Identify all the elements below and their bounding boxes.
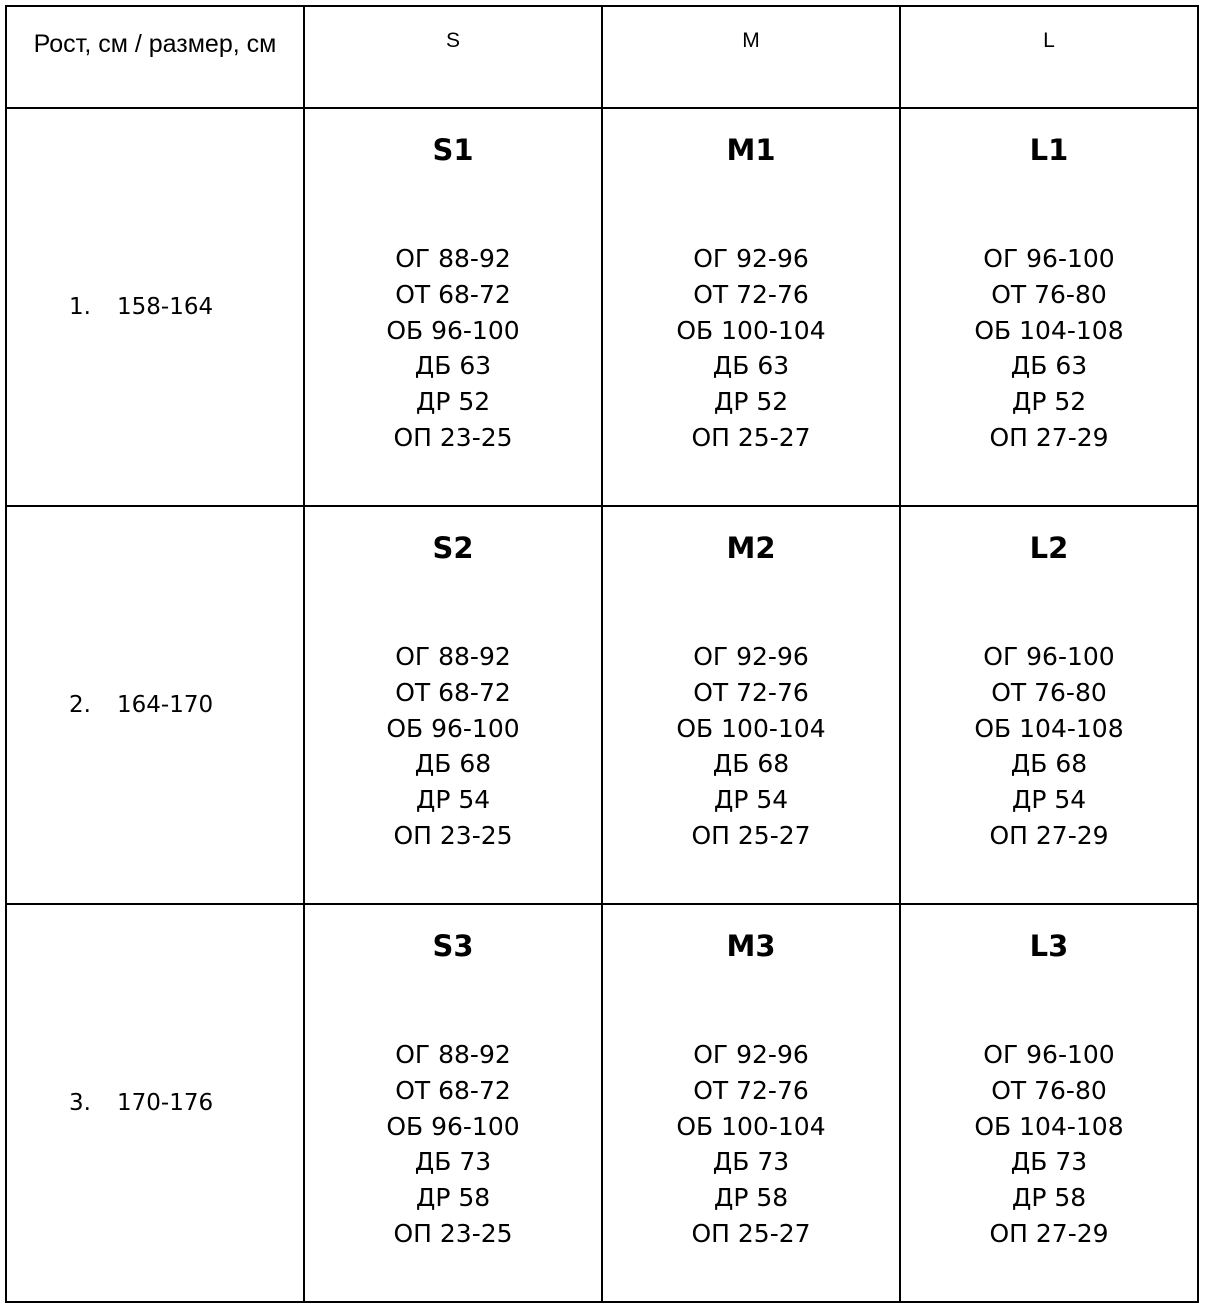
measure-waist: ОТ 68-72 — [395, 279, 511, 309]
measure-chest: ОГ 96-100 — [983, 642, 1115, 671]
measure-length: ДБ 73 — [414, 1147, 492, 1177]
measure-shoulder: ОП 23-25 — [393, 422, 513, 452]
table-row — [6, 904, 1198, 1302]
measure-hips: ОБ 100-104 — [676, 713, 826, 743]
height-range: 158-164 — [117, 294, 214, 320]
measure-shoulder: ОП 27-29 — [989, 820, 1109, 850]
size-cell — [900, 904, 1198, 1302]
measure-sleeve: ДР 58 — [415, 1183, 491, 1213]
measure-sleeve: ДР 58 — [713, 1183, 789, 1213]
measure-sleeve: ДР 54 — [1011, 785, 1087, 815]
measurements — [901, 639, 1197, 854]
measurements — [603, 639, 899, 854]
measurements — [603, 1037, 899, 1252]
measurements — [603, 241, 899, 456]
header-row — [6, 6, 1198, 108]
size-code: L1 — [1029, 133, 1069, 167]
measure-length: ДБ 68 — [414, 749, 492, 779]
size-code: L3 — [1029, 929, 1069, 963]
size-code: S3 — [432, 929, 474, 963]
measure-shoulder: ОП 27-29 — [989, 422, 1109, 452]
measure-shoulder: ОП 27-29 — [989, 1218, 1109, 1248]
measure-length: ДБ 73 — [1010, 1147, 1088, 1177]
measure-length: ДБ 63 — [1010, 351, 1088, 381]
size-code: L2 — [1029, 531, 1069, 565]
measure-chest: ОГ 96-100 — [983, 1040, 1115, 1069]
measure-length: ДБ 68 — [712, 749, 790, 779]
measure-waist: ОТ 68-72 — [395, 1075, 511, 1105]
size-chart-table — [5, 5, 1199, 1303]
measure-sleeve: ДР 54 — [713, 785, 789, 815]
measure-chest: ОГ 88-92 — [395, 642, 511, 671]
size-cell — [602, 108, 900, 506]
size-code: M1 — [726, 133, 776, 167]
measure-waist: ОТ 72-76 — [693, 1075, 809, 1105]
size-code: M2 — [726, 531, 776, 565]
size-code: S1 — [432, 133, 474, 167]
measure-sleeve: ДР 52 — [713, 387, 789, 417]
height-range: 164-170 — [117, 692, 214, 718]
measure-chest: ОГ 88-92 — [395, 1040, 511, 1069]
measure-chest: ОГ 96-100 — [983, 244, 1115, 273]
measure-hips: ОБ 96-100 — [386, 713, 520, 743]
measure-length: ДБ 63 — [712, 351, 790, 381]
measure-sleeve: ДР 54 — [415, 785, 491, 815]
measure-shoulder: ОП 25-27 — [691, 820, 811, 850]
measure-hips: ОБ 96-100 — [386, 1111, 520, 1141]
size-cell — [304, 506, 602, 904]
measure-chest: ОГ 92-96 — [693, 244, 809, 273]
size-code: M3 — [726, 929, 776, 963]
height-range-cell — [6, 904, 304, 1302]
measure-chest: ОГ 88-92 — [395, 244, 511, 273]
measure-waist: ОТ 68-72 — [395, 677, 511, 707]
size-code: S2 — [432, 531, 474, 565]
size-cell — [900, 108, 1198, 506]
measure-sleeve: ДР 52 — [415, 387, 491, 417]
height-range: 170-176 — [117, 1090, 214, 1116]
measurements — [305, 1037, 601, 1252]
measurements — [901, 1037, 1197, 1252]
row-number: 3. — [69, 1090, 91, 1116]
row-number: 1. — [69, 294, 91, 320]
measure-length: ДБ 68 — [1010, 749, 1088, 779]
measure-shoulder: ОП 23-25 — [393, 820, 513, 850]
measure-hips: ОБ 104-108 — [974, 713, 1124, 743]
table-row — [6, 108, 1198, 506]
measure-waist: ОТ 72-76 — [693, 677, 809, 707]
header-size-l: L — [900, 6, 1198, 108]
size-cell — [304, 904, 602, 1302]
size-cell — [602, 506, 900, 904]
measurements — [305, 241, 601, 456]
measure-chest: ОГ 92-96 — [693, 1040, 809, 1069]
row-number: 2. — [69, 692, 91, 718]
measure-sleeve: ДР 58 — [1011, 1183, 1087, 1213]
measure-hips: ОБ 104-108 — [974, 1111, 1124, 1141]
size-cell — [900, 506, 1198, 904]
measure-chest: ОГ 92-96 — [693, 642, 809, 671]
measure-shoulder: ОП 25-27 — [691, 1218, 811, 1248]
measure-shoulder: ОП 23-25 — [393, 1218, 513, 1248]
measurements — [305, 639, 601, 854]
header-size-s: S — [304, 6, 602, 108]
table-row — [6, 506, 1198, 904]
measure-waist: ОТ 72-76 — [693, 279, 809, 309]
header-height-size-label: Рост, см / размер, см — [6, 6, 304, 108]
measure-hips: ОБ 100-104 — [676, 315, 826, 345]
measure-shoulder: ОП 25-27 — [691, 422, 811, 452]
size-cell — [602, 904, 900, 1302]
height-range-cell — [6, 506, 304, 904]
measure-waist: ОТ 76-80 — [991, 677, 1107, 707]
measure-hips: ОБ 104-108 — [974, 315, 1124, 345]
measure-hips: ОБ 96-100 — [386, 315, 520, 345]
measure-hips: ОБ 100-104 — [676, 1111, 826, 1141]
measure-waist: ОТ 76-80 — [991, 279, 1107, 309]
header-size-m: M — [602, 6, 900, 108]
measure-sleeve: ДР 52 — [1011, 387, 1087, 417]
measurements — [901, 241, 1197, 456]
measure-length: ДБ 73 — [712, 1147, 790, 1177]
height-range-cell — [6, 108, 304, 506]
size-cell — [304, 108, 602, 506]
measure-waist: ОТ 76-80 — [991, 1075, 1107, 1105]
measure-length: ДБ 63 — [414, 351, 492, 381]
